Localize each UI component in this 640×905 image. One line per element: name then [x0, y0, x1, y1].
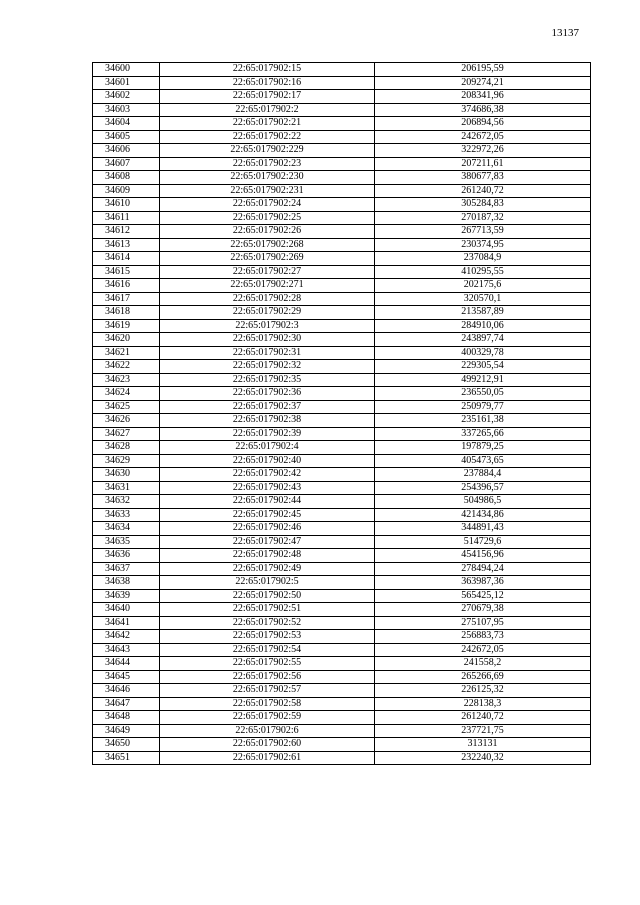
cadastral-value-cell: 454156,96 — [375, 549, 591, 563]
cadastral-number-cell: 22:65:017902:229 — [160, 144, 375, 158]
table-row — [93, 711, 591, 725]
row-number-cell: 34616 — [93, 279, 160, 293]
cadastral-value-cell: 421434,86 — [375, 508, 591, 522]
cadastral-number-cell: 22:65:017902:40 — [160, 454, 375, 468]
table-row — [93, 157, 591, 171]
cadastral-number-cell: 22:65:017902:56 — [160, 670, 375, 684]
cadastral-value-cell: 228138,3 — [375, 697, 591, 711]
row-number-cell: 34648 — [93, 711, 160, 725]
row-number-cell: 34605 — [93, 130, 160, 144]
table-row — [93, 697, 591, 711]
cadastral-value-cell: 254396,57 — [375, 481, 591, 495]
cadastral-value-cell: 305284,83 — [375, 198, 591, 212]
row-number-cell: 34627 — [93, 427, 160, 441]
cadastral-number-cell: 22:65:017902:3 — [160, 319, 375, 333]
table-row — [93, 441, 591, 455]
cadastral-value-cell: 241558,2 — [375, 657, 591, 671]
cadastral-number-cell: 22:65:017902:29 — [160, 306, 375, 320]
cadastral-value-cell: 208341,96 — [375, 90, 591, 104]
row-number-cell: 34623 — [93, 373, 160, 387]
table-row — [93, 454, 591, 468]
cadastral-number-cell: 22:65:017902:53 — [160, 630, 375, 644]
table-row — [93, 63, 591, 77]
row-number-cell: 34606 — [93, 144, 160, 158]
cadastral-value-cell: 499212,91 — [375, 373, 591, 387]
cadastral-number-cell: 22:65:017902:22 — [160, 130, 375, 144]
row-number-cell: 34641 — [93, 616, 160, 630]
cadastral-value-cell: 202175,6 — [375, 279, 591, 293]
row-number-cell: 34613 — [93, 238, 160, 252]
table-row — [93, 265, 591, 279]
cadastral-number-cell: 22:65:017902:25 — [160, 211, 375, 225]
row-number-cell: 34615 — [93, 265, 160, 279]
row-number-cell: 34610 — [93, 198, 160, 212]
page-number: 13137 — [551, 27, 579, 39]
row-number-cell: 34644 — [93, 657, 160, 671]
cadastral-value-cell: 237084,9 — [375, 252, 591, 266]
cadastral-value-cell: 374686,38 — [375, 103, 591, 117]
table-row — [93, 346, 591, 360]
row-number-cell: 34630 — [93, 468, 160, 482]
row-number-cell: 34636 — [93, 549, 160, 563]
table-row — [93, 373, 591, 387]
table-row — [93, 535, 591, 549]
cadastral-value-cell: 235161,38 — [375, 414, 591, 428]
table-row — [93, 616, 591, 630]
row-number-cell: 34634 — [93, 522, 160, 536]
cadastral-value-cell: 313131 — [375, 738, 591, 752]
row-number-cell: 34643 — [93, 643, 160, 657]
table-row — [93, 724, 591, 738]
cadastral-value-cell: 261240,72 — [375, 711, 591, 725]
row-number-cell: 34626 — [93, 414, 160, 428]
cadastral-value-cell: 197879,25 — [375, 441, 591, 455]
cadastral-value-cell: 206894,56 — [375, 117, 591, 131]
row-number-cell: 34624 — [93, 387, 160, 401]
cadastral-value-cell: 400329,78 — [375, 346, 591, 360]
cadastral-number-cell: 22:65:017902:231 — [160, 184, 375, 198]
row-number-cell: 34631 — [93, 481, 160, 495]
table-row — [93, 211, 591, 225]
row-number-cell: 34607 — [93, 157, 160, 171]
row-number-cell: 34612 — [93, 225, 160, 239]
cadastral-value-table — [92, 62, 591, 765]
row-number-cell: 34611 — [93, 211, 160, 225]
table-row — [93, 576, 591, 590]
table-row — [93, 103, 591, 117]
table-row — [93, 481, 591, 495]
table-row — [93, 495, 591, 509]
row-number-cell: 34645 — [93, 670, 160, 684]
table-row — [93, 657, 591, 671]
cadastral-number-cell: 22:65:017902:31 — [160, 346, 375, 360]
cadastral-value-cell: 565425,12 — [375, 589, 591, 603]
table-row — [93, 400, 591, 414]
table-row — [93, 508, 591, 522]
table-row — [93, 238, 591, 252]
row-number-cell: 34601 — [93, 76, 160, 90]
cadastral-number-cell: 22:65:017902:42 — [160, 468, 375, 482]
table-row — [93, 292, 591, 306]
cadastral-number-cell: 22:65:017902:230 — [160, 171, 375, 185]
row-number-cell: 34628 — [93, 441, 160, 455]
cadastral-value-cell: 278494,24 — [375, 562, 591, 576]
cadastral-value-cell: 236550,05 — [375, 387, 591, 401]
cadastral-value-cell: 267713,59 — [375, 225, 591, 239]
cadastral-number-cell: 22:65:017902:36 — [160, 387, 375, 401]
row-number-cell: 34642 — [93, 630, 160, 644]
table-row — [93, 117, 591, 131]
cadastral-value-cell: 270679,38 — [375, 603, 591, 617]
cadastral-number-cell: 22:65:017902:6 — [160, 724, 375, 738]
cadastral-number-cell: 22:65:017902:60 — [160, 738, 375, 752]
cadastral-number-cell: 22:65:017902:4 — [160, 441, 375, 455]
cadastral-number-cell: 22:65:017902:61 — [160, 751, 375, 765]
table-row — [93, 171, 591, 185]
cadastral-number-cell: 22:65:017902:28 — [160, 292, 375, 306]
cadastral-number-cell: 22:65:017902:44 — [160, 495, 375, 509]
table-row — [93, 630, 591, 644]
cadastral-number-cell: 22:65:017902:43 — [160, 481, 375, 495]
cadastral-number-cell: 22:65:017902:47 — [160, 535, 375, 549]
table-row — [93, 130, 591, 144]
cadastral-number-cell: 22:65:017902:55 — [160, 657, 375, 671]
table-row — [93, 522, 591, 536]
cadastral-value-cell: 242672,05 — [375, 130, 591, 144]
cadastral-value-cell: 380677,83 — [375, 171, 591, 185]
table-row — [93, 198, 591, 212]
cadastral-number-cell: 22:65:017902:23 — [160, 157, 375, 171]
row-number-cell: 34646 — [93, 684, 160, 698]
table-row — [93, 468, 591, 482]
cadastral-value-cell: 514729,6 — [375, 535, 591, 549]
row-number-cell: 34632 — [93, 495, 160, 509]
cadastral-number-cell: 22:65:017902:59 — [160, 711, 375, 725]
table-row — [93, 306, 591, 320]
table-row — [93, 589, 591, 603]
row-number-cell: 34608 — [93, 171, 160, 185]
cadastral-value-cell: 504986,5 — [375, 495, 591, 509]
table-row — [93, 549, 591, 563]
row-number-cell: 34604 — [93, 117, 160, 131]
row-number-cell: 34639 — [93, 589, 160, 603]
row-number-cell: 34617 — [93, 292, 160, 306]
row-number-cell: 34618 — [93, 306, 160, 320]
cadastral-number-cell: 22:65:017902:24 — [160, 198, 375, 212]
cadastral-value-cell: 270187,32 — [375, 211, 591, 225]
table-row — [93, 414, 591, 428]
cadastral-value-cell: 226125,32 — [375, 684, 591, 698]
cadastral-value-cell: 275107,95 — [375, 616, 591, 630]
cadastral-number-cell: 22:65:017902:51 — [160, 603, 375, 617]
cadastral-number-cell: 22:65:017902:268 — [160, 238, 375, 252]
table-row — [93, 643, 591, 657]
table-row — [93, 184, 591, 198]
row-number-cell: 34649 — [93, 724, 160, 738]
cadastral-value-cell: 229305,54 — [375, 360, 591, 374]
cadastral-number-cell: 22:65:017902:54 — [160, 643, 375, 657]
row-number-cell: 34647 — [93, 697, 160, 711]
table-row — [93, 684, 591, 698]
cadastral-value-cell: 213587,89 — [375, 306, 591, 320]
cadastral-number-cell: 22:65:017902:39 — [160, 427, 375, 441]
table-row — [93, 670, 591, 684]
cadastral-number-cell: 22:65:017902:32 — [160, 360, 375, 374]
cadastral-number-cell: 22:65:017902:48 — [160, 549, 375, 563]
table-body — [93, 63, 591, 765]
cadastral-number-cell: 22:65:017902:50 — [160, 589, 375, 603]
row-number-cell: 34609 — [93, 184, 160, 198]
cadastral-number-cell: 22:65:017902:57 — [160, 684, 375, 698]
table-row — [93, 738, 591, 752]
table-row — [93, 144, 591, 158]
cadastral-number-cell: 22:65:017902:2 — [160, 103, 375, 117]
table-row — [93, 387, 591, 401]
row-number-cell: 34635 — [93, 535, 160, 549]
cadastral-value-cell: 261240,72 — [375, 184, 591, 198]
cadastral-value-cell: 207211,61 — [375, 157, 591, 171]
cadastral-number-cell: 22:65:017902:271 — [160, 279, 375, 293]
row-number-cell: 34622 — [93, 360, 160, 374]
cadastral-value-cell: 410295,55 — [375, 265, 591, 279]
cadastral-number-cell: 22:65:017902:5 — [160, 576, 375, 590]
cadastral-value-cell: 344891,43 — [375, 522, 591, 536]
row-number-cell: 34638 — [93, 576, 160, 590]
cadastral-number-cell: 22:65:017902:37 — [160, 400, 375, 414]
table-row — [93, 90, 591, 104]
row-number-cell: 34637 — [93, 562, 160, 576]
cadastral-number-cell: 22:65:017902:26 — [160, 225, 375, 239]
cadastral-number-cell: 22:65:017902:38 — [160, 414, 375, 428]
table-row — [93, 252, 591, 266]
cadastral-number-cell: 22:65:017902:45 — [160, 508, 375, 522]
cadastral-value-cell: 320570,1 — [375, 292, 591, 306]
cadastral-value-cell: 265266,69 — [375, 670, 591, 684]
cadastral-value-cell: 363987,36 — [375, 576, 591, 590]
cadastral-value-cell: 237884,4 — [375, 468, 591, 482]
row-number-cell: 34633 — [93, 508, 160, 522]
table-row — [93, 76, 591, 90]
row-number-cell: 34625 — [93, 400, 160, 414]
cadastral-value-cell: 405473,65 — [375, 454, 591, 468]
row-number-cell: 34603 — [93, 103, 160, 117]
cadastral-number-cell: 22:65:017902:17 — [160, 90, 375, 104]
row-number-cell: 34651 — [93, 751, 160, 765]
cadastral-number-cell: 22:65:017902:35 — [160, 373, 375, 387]
cadastral-number-cell: 22:65:017902:30 — [160, 333, 375, 347]
cadastral-value-cell: 237721,75 — [375, 724, 591, 738]
table-row — [93, 225, 591, 239]
cadastral-value-cell: 337265,66 — [375, 427, 591, 441]
row-number-cell: 34629 — [93, 454, 160, 468]
cadastral-number-cell: 22:65:017902:46 — [160, 522, 375, 536]
cadastral-value-cell: 243897,74 — [375, 333, 591, 347]
cadastral-number-cell: 22:65:017902:21 — [160, 117, 375, 131]
cadastral-number-cell: 22:65:017902:58 — [160, 697, 375, 711]
cadastral-value-cell: 250979,77 — [375, 400, 591, 414]
cadastral-value-cell: 209274,21 — [375, 76, 591, 90]
cadastral-number-cell: 22:65:017902:52 — [160, 616, 375, 630]
table-row — [93, 427, 591, 441]
cadastral-value-cell: 206195,59 — [375, 63, 591, 77]
cadastral-number-cell: 22:65:017902:27 — [160, 265, 375, 279]
table-row — [93, 333, 591, 347]
row-number-cell: 34619 — [93, 319, 160, 333]
row-number-cell: 34621 — [93, 346, 160, 360]
cadastral-value-cell: 284910,06 — [375, 319, 591, 333]
cadastral-number-cell: 22:65:017902:49 — [160, 562, 375, 576]
table-row — [93, 319, 591, 333]
row-number-cell: 34620 — [93, 333, 160, 347]
row-number-cell: 34600 — [93, 63, 160, 77]
cadastral-number-cell: 22:65:017902:16 — [160, 76, 375, 90]
row-number-cell: 34650 — [93, 738, 160, 752]
table-row — [93, 360, 591, 374]
cadastral-value-cell: 256883,73 — [375, 630, 591, 644]
table-row — [93, 603, 591, 617]
table-row — [93, 562, 591, 576]
cadastral-value-cell: 230374,95 — [375, 238, 591, 252]
row-number-cell: 34614 — [93, 252, 160, 266]
cadastral-number-cell: 22:65:017902:269 — [160, 252, 375, 266]
cadastral-number-cell: 22:65:017902:15 — [160, 63, 375, 77]
cadastral-value-cell: 242672,05 — [375, 643, 591, 657]
table-row — [93, 751, 591, 765]
table-row — [93, 279, 591, 293]
row-number-cell: 34640 — [93, 603, 160, 617]
cadastral-value-cell: 322972,26 — [375, 144, 591, 158]
row-number-cell: 34602 — [93, 90, 160, 104]
cadastral-value-cell: 232240,32 — [375, 751, 591, 765]
